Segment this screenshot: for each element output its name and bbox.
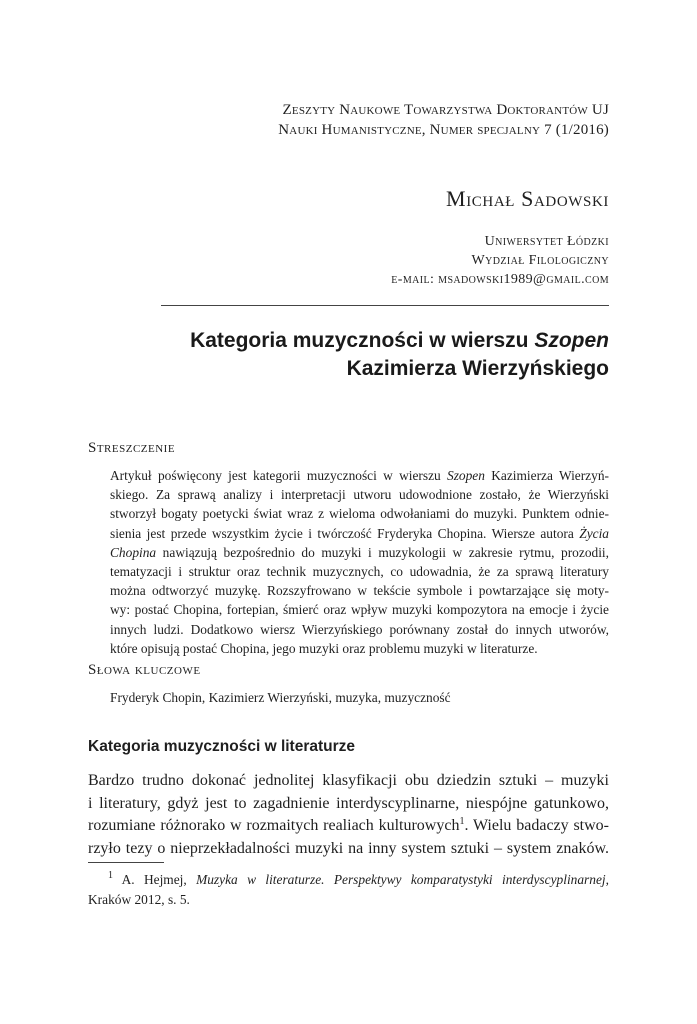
author-name: Michał Sadowski	[446, 186, 609, 211]
abstract-label: Streszczenie	[88, 440, 176, 456]
keywords-label: Słowa kluczowe	[88, 662, 201, 678]
abstract-line: stworzył bogaty poetycki świat wraz z wieloma odwołaniami do muzyki. Punktem odnie-	[110, 506, 609, 522]
abstract-line: skiego. Za sprawą analizy i interpretacji utworu udowodnione zostało, że Wierzyński	[110, 487, 609, 503]
footnote-line	[88, 870, 609, 890]
italic-run: Muzyka w literaturze. Perspektywy komparatystyki interdyscyplinarnej	[196, 872, 606, 887]
title-line-2: Kazimierza Wierzyńskiego	[346, 357, 609, 380]
text-run: sienia jest przede wszystkim życie i twórczość Fryderyka Chopina. Wiersze autora	[110, 525, 574, 541]
footnote-line: Kraków 2012, s. 5.	[88, 891, 190, 907]
abstract-line: innych ludzi. Dodatkowo wiersz Wierzyńskiego porównany został do innych utworów,	[110, 621, 609, 637]
italic-run: Życia	[579, 525, 609, 541]
abstract-line: można odtworzyć muzykę. Rozszyfrowano w tekście symbole i powtarzające się moty-	[110, 583, 609, 599]
abstract-line: tematyzacji i struktur oraz technik muzycznych, co udowadnia, że za sprawą literatury	[110, 564, 609, 580]
section-heading: Kategoria muzyczności w literaturze	[88, 738, 356, 755]
text-run: nawiązują bezpośrednio do muzyki i muzykologii w zakresie rytmu, prozodii,	[156, 544, 609, 560]
header-divider	[161, 305, 609, 306]
journal-name: Zeszyty Naukowe Towarzystwa Doktorantów UJ	[282, 102, 609, 118]
footnote-ref[interactable]: 1	[459, 816, 465, 828]
article-title	[190, 327, 609, 383]
author-email[interactable]: e-mail: msadowski1989@gmail.com	[391, 272, 609, 287]
journal-issue: Nauki Humanistyczne, Numer specjalny 7 (1/2016)	[278, 122, 609, 138]
footnote	[88, 870, 609, 909]
italic-run: Chopina	[110, 544, 157, 560]
footnote-divider	[88, 862, 164, 863]
journal-header	[278, 100, 609, 140]
text-run: Artykuł poświęcony jest kategorii muzyczności w wierszu	[110, 468, 447, 483]
author-affiliation	[391, 232, 609, 289]
title-italic: Szopen	[534, 329, 609, 352]
body-paragraph	[88, 770, 609, 860]
keywords-text: Fryderyk Chopin, Kazimierz Wierzyński, muzyka, muzyczność	[110, 690, 451, 705]
abstract-line: wy: postać Chopina, fortepian, śmierć oraz wpływ muzyki kompozytora na emocje i życie	[110, 602, 609, 618]
italic-run: Szopen	[447, 468, 485, 483]
text-run: Kazimierza Wierzyń-	[484, 468, 609, 483]
body-line: Bardzo trudno dokonać jednolitej klasyfikacji obu dziedzin sztuki – muzyki	[88, 772, 609, 789]
body-line: i literatury, gdyż jest to zagadnienie interdyscyplinarne, niespójne gatunkowo,	[88, 794, 609, 812]
abstract-line	[110, 543, 609, 562]
title-text: Kategoria muzyczności w wierszu	[190, 329, 535, 352]
text-run: ,	[605, 872, 609, 887]
body-line	[88, 815, 609, 838]
affiliation-faculty: Wydział Filologiczny	[471, 253, 609, 268]
footnote-number: 1	[108, 870, 113, 881]
abstract-line: które opisują postać Chopina, jego muzyki oraz problemu muzyki w literaturze.	[110, 640, 538, 656]
abstract-line	[110, 466, 609, 485]
affiliation-university: Uniwersytet Łódzki	[484, 234, 609, 249]
text-run: rozumiane różnorako w rozmaitych realiach kulturowych	[88, 817, 460, 835]
abstract-line	[110, 524, 609, 543]
body-line: rzyło tezy o nieprzekładalności muzyki na inny system sztuki – system znaków.	[88, 839, 609, 857]
title-line-1	[190, 327, 609, 355]
abstract-text	[110, 466, 609, 658]
text-run: . Wielu badaczy stwo-	[464, 817, 610, 835]
text-run: A. Hejmej,	[113, 872, 197, 887]
